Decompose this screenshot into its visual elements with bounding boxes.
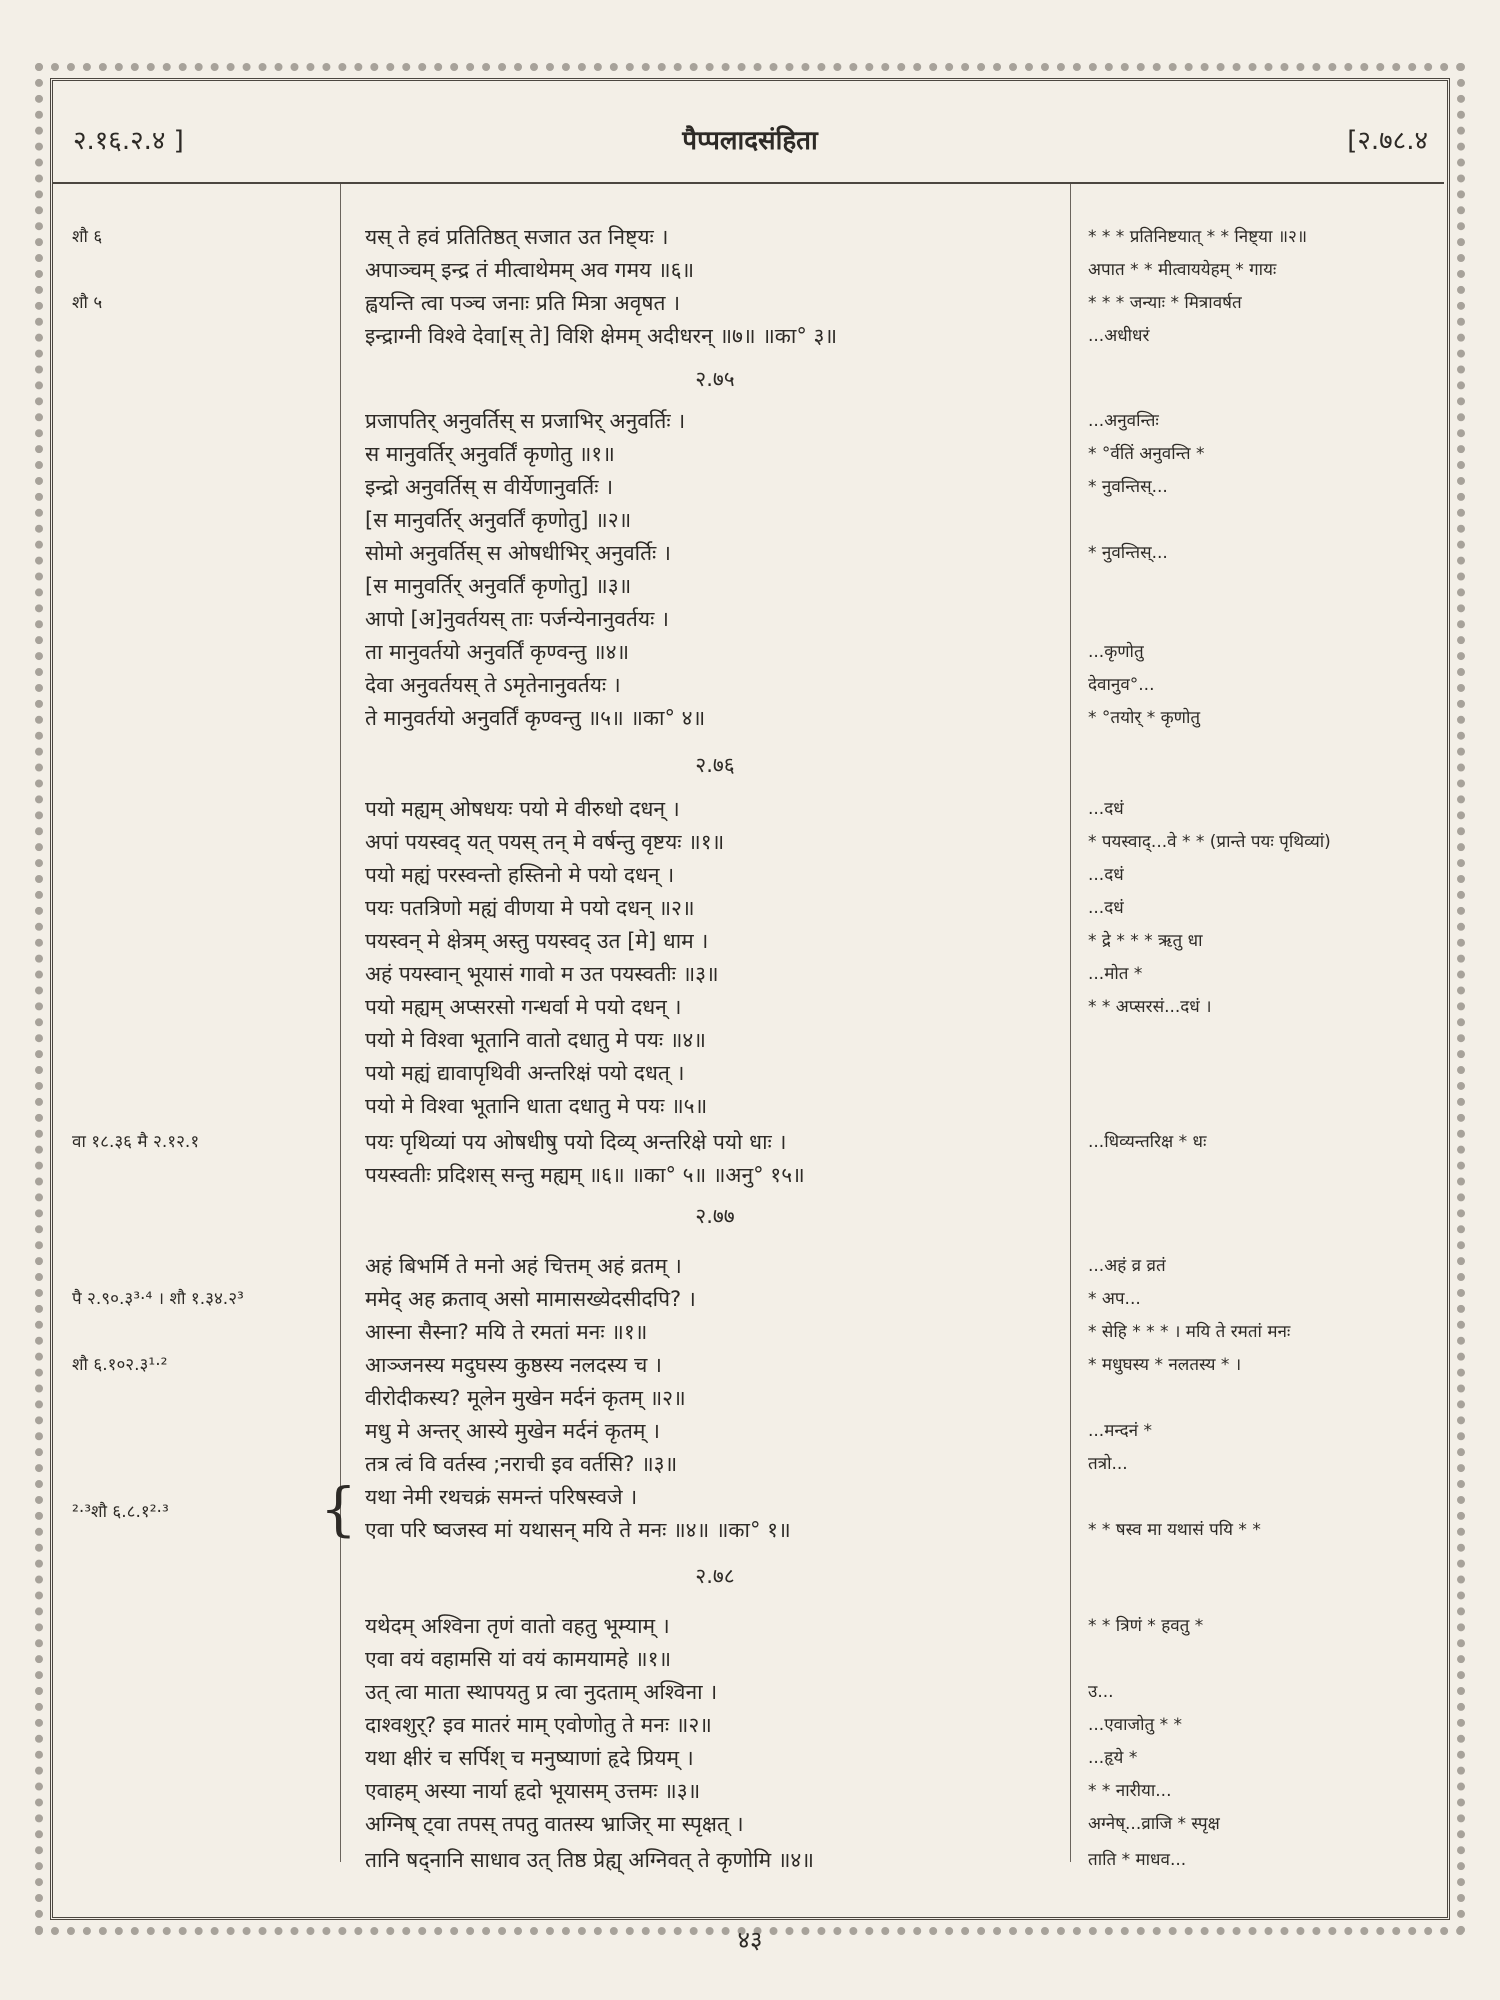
parallel-reference	[72, 990, 332, 1024]
parallel-reference	[72, 1513, 332, 1547]
variant-reading	[1088, 1056, 1438, 1090]
verse-line: एवाहम् अस्या नार्या हृदो भूयासम् उत्तमः ॥३॥	[365, 1779, 701, 1803]
column-divider-right	[1070, 184, 1071, 1862]
parallel-reference: पै २.९०.३³·⁴ । शौ १.३४.२³	[72, 1289, 244, 1309]
variant-reading: तत्रो...	[1088, 1454, 1128, 1474]
variant-reading: ...मोत *	[1088, 964, 1143, 984]
parallel-reference	[72, 253, 332, 287]
parallel-reference	[72, 1249, 332, 1283]
variant-reading: * * * जन्याः * मित्रावर्षत	[1088, 293, 1242, 313]
variant-reading: ...हृये *	[1088, 1748, 1138, 1768]
parallel-reference	[72, 1447, 332, 1481]
variant-reading: * * षस्व मा यथासं पयि * *	[1088, 1520, 1261, 1540]
variant-reading	[1088, 1023, 1438, 1057]
variant-reading: ...कृणोतु	[1088, 642, 1144, 662]
verse-line: तानि षद्नानि साधाव उत् तिष्ठ प्रेह्य् अग्निवत् ते कृणोमि ॥४॥	[365, 1848, 814, 1872]
parallel-reference	[72, 668, 332, 702]
parallel-reference	[72, 1807, 332, 1841]
variant-reading: उ...	[1088, 1682, 1114, 1702]
variant-reading	[1088, 1158, 1438, 1192]
variant-reading: ...धिव्यन्तरिक्ष * धः	[1088, 1132, 1207, 1152]
hymn-number: २.७६	[695, 753, 735, 777]
variant-reading: * सेहि * * * । मयि ते रमतां मनः	[1088, 1322, 1291, 1342]
variant-reading: * * त्रिणं * हवतु *	[1088, 1616, 1204, 1636]
variant-reading: ताति * माधव...	[1088, 1850, 1187, 1870]
variant-reading: अपात * * मीत्वाययेहम् * गायः	[1088, 260, 1277, 280]
variant-reading	[1088, 1089, 1438, 1123]
variant-reading: ...अनुवन्तिः	[1088, 411, 1159, 431]
parallel-reference	[72, 635, 332, 669]
verse-line: पयः पृथिव्यां पय ओषधीषु पयो दिव्य् अन्तरिक्षे पयो धाः ।	[365, 1130, 787, 1154]
variant-reading: ...अधीधरं	[1088, 326, 1150, 346]
variant-reading: * पयस्वाद्...वे * * (प्रान्ते पयः पृथिव्यां)	[1088, 832, 1331, 852]
verse-line: पयो मे विश्वा भूतानि धाता दधातु मे पयः ॥५॥	[365, 1094, 708, 1118]
page-number: ४३	[737, 1926, 763, 1954]
verse-line: अपां पयस्वद् यत् पयस् तन् मे वर्षन्तु वृष्टयः ॥१॥	[365, 830, 725, 854]
verse-line: ते मानुवर्तयो अनुवर्तिं कृण्वन्तु ॥५॥ ॥का° ४॥	[365, 706, 706, 730]
parallel-reference	[72, 1089, 332, 1123]
parallel-reference	[72, 1414, 332, 1448]
parallel-reference: ²·³शौ ६.८.१²·³	[72, 1502, 169, 1522]
variant-reading: * नुवन्तिस्...	[1088, 477, 1168, 497]
verse-line: पयो मह्यम् अप्सरसो गन्धर्वा मे पयो दधन् ।	[365, 995, 682, 1019]
variant-reading	[1088, 1480, 1438, 1514]
grouping-brace: {	[320, 1475, 357, 1543]
verse-line: अहं पयस्वान् भूयासं गावो म उत पयस्वतीः ॥३॥	[365, 962, 719, 986]
verse-line: पयस्वन् मे क्षेत्रम् अस्तु पयस्वद् उत [मे] धाम ।	[365, 929, 709, 953]
parallel-reference: शौ ६.१०२.३¹·²	[72, 1355, 168, 1375]
verse-line: यस् ते हवं प्रतितिष्ठत् सजात उत निष्ट्यः ।	[365, 225, 669, 249]
verse-line: यथा क्षीरं च सर्पिश् च मनुष्याणां हृदे प्रियम् ।	[365, 1746, 694, 1770]
variant-reading	[1088, 1642, 1438, 1676]
verse-line: पयो मह्यं परस्वन्तो हस्तिनो मे पयो दधन् ।	[365, 863, 675, 887]
verse-line: पयो मह्यं द्यावापृथिवी अन्तरिक्षं पयो दधत् ।	[365, 1061, 685, 1085]
verse-line: पयस्वतीः प्रदिशस् सन्तु मह्यम् ॥६॥ ॥का° ५॥ ॥अनु° १५॥	[365, 1163, 805, 1187]
verse-line: इन्द्राग्नी विश्वे देवा[स् ते] विशि क्षेमम् अदीधरन् ॥७॥ ॥का° ३॥	[365, 324, 838, 348]
verse-line: यथा नेमी रथचक्रं समन्तं परिषस्वजे ।	[365, 1485, 638, 1509]
verse-line: तत्र त्वं वि वर्तस्व ;नराची इव वर्तसि? ॥३॥	[365, 1452, 678, 1476]
parallel-reference: वा १८.३६ मै २.१२.१	[72, 1132, 200, 1152]
hymn-number: २.७५	[695, 367, 735, 391]
verse-line: अहं बिभर्मि ते मनो अहं चित्तम् अहं व्रतम् ।	[365, 1254, 682, 1278]
variant-reading: * नुवन्तिस्...	[1088, 543, 1168, 563]
parallel-reference	[72, 1708, 332, 1742]
parallel-reference	[72, 602, 332, 636]
variant-reading: * °तयोर् * कृणोतु	[1088, 708, 1201, 728]
variant-reading	[1088, 503, 1438, 537]
parallel-reference	[72, 404, 332, 438]
parallel-reference	[72, 503, 332, 537]
verse-line: अग्निष् ट्वा तपस् तपतु वातस्य भ्राजिर् मा स्पृक्षत् ।	[365, 1812, 744, 1836]
parallel-reference	[72, 1675, 332, 1709]
verse-line: यथेदम् अश्विना तृणं वातो वहतु भूम्याम् ।	[365, 1614, 670, 1638]
variant-reading: * अप...	[1088, 1289, 1141, 1309]
verse-line: आञ्जनस्य मदुघस्य कुष्ठस्य नलदस्य च ।	[365, 1353, 662, 1377]
header-right-reference: [२.७८.४	[1347, 126, 1428, 156]
parallel-reference	[72, 319, 332, 353]
verse-line: एवा वयं वहामसि यां वयं कामयामहे ॥१॥	[365, 1647, 672, 1671]
parallel-reference	[72, 1843, 332, 1877]
parallel-reference	[72, 1774, 332, 1808]
variant-reading: ...एवाजोतु * *	[1088, 1715, 1182, 1735]
verse-line: सोमो अनुवर्तिस् स ओषधीभिर् अनुवर्तिः ।	[365, 541, 671, 565]
page-title: पैप्पलादसंहिता	[682, 126, 818, 156]
parallel-reference	[72, 924, 332, 958]
parallel-reference	[72, 701, 332, 735]
parallel-reference	[72, 891, 332, 925]
header-left-reference: २.१६.२.४ ]	[73, 126, 184, 156]
verse-line: प्रजापतिर् अनुवर्तिस् स प्रजाभिर् अनुवर्तिः ।	[365, 409, 686, 433]
parallel-reference	[72, 1642, 332, 1676]
variant-reading: * * नारीया...	[1088, 1781, 1172, 1801]
verse-line: मधु मे अन्तर् आस्ये मुखेन मर्दनं कृतम् ।	[365, 1419, 661, 1443]
parallel-reference	[72, 1056, 332, 1090]
variant-reading: * मधुघस्य * नलतस्य * ।	[1088, 1355, 1242, 1375]
variant-reading: ...दधं	[1088, 865, 1124, 885]
verse-line: ता मानुवर्तयो अनुवर्तिं कृण्वन्तु ॥४॥	[365, 640, 630, 664]
verse-line: पयो मह्यम् ओषधयः पयो मे वीरुधो दधन् ।	[365, 797, 680, 821]
parallel-reference	[72, 825, 332, 859]
variant-reading: ...मन्दनं *	[1088, 1421, 1152, 1441]
hymn-number: २.७८	[695, 1564, 735, 1588]
verse-line: पयः पतत्रिणो मह्यं वीणया मे पयो दधन् ॥२॥	[365, 896, 695, 920]
variant-reading: ...अहं व्र व्रतं	[1088, 1256, 1166, 1276]
variant-reading: * * * प्रतिनिष्टयात् * * निष्ट्या ॥२॥	[1088, 227, 1308, 247]
variant-reading: * द्रे * * * ऋतु धा	[1088, 931, 1203, 951]
variant-reading	[1088, 1381, 1438, 1415]
parallel-reference	[72, 470, 332, 504]
variant-reading: देवानुव°...	[1088, 675, 1155, 695]
verse-line: पयो मे विश्वा भूतानि वातो दधातु मे पयः ॥४॥	[365, 1028, 706, 1052]
verse-line: स मानुवर्तिर् अनुवर्तिं कृणोतु ॥१॥	[365, 442, 615, 466]
parallel-reference	[72, 1609, 332, 1643]
verse-line: देवा अनुवर्तयस् ते ऽमृतेनानुवर्तयः ।	[365, 673, 621, 697]
parallel-reference	[72, 1158, 332, 1192]
parallel-reference	[72, 536, 332, 570]
parallel-reference	[72, 1315, 332, 1349]
verse-line: [स मानुवर्तिर् अनुवर्तिं कृणोतु] ॥३॥	[365, 574, 632, 598]
verse-line: वीरोदीकस्य? मूलेन मुखेन मर्दनं कृतम् ॥२॥	[365, 1386, 686, 1410]
hymn-number: २.७७	[695, 1204, 735, 1228]
verse-line: [स मानुवर्तिर् अनुवर्तिं कृणोतु] ॥२॥	[365, 508, 632, 532]
variant-reading: * * अप्सरसं...दधं ।	[1088, 997, 1212, 1017]
variant-reading	[1088, 569, 1438, 603]
verse-line: दाश्वशुर्? इव मातरं माम् एवोणोतु ते मनः ॥२॥	[365, 1713, 712, 1737]
verse-line: उत् त्वा माता स्थापयतु प्र त्वा नुदताम् अश्विना ।	[365, 1680, 718, 1704]
parallel-reference	[72, 437, 332, 471]
column-divider-left	[340, 184, 341, 1862]
parallel-reference	[72, 1381, 332, 1415]
parallel-reference	[72, 1023, 332, 1057]
variant-reading: अग्नेष्...व्राजि * स्पृक्ष	[1088, 1814, 1220, 1834]
verse-line: आस्ना सैस्ना? मयि ते रमतां मनः ॥१॥	[365, 1320, 648, 1344]
verse-line: आपो [अ]नुवर्तयस् ताः पर्जन्येनानुवर्तयः ।	[365, 607, 669, 631]
verse-line: ह्वयन्ति त्वा पञ्च जनाः प्रति मित्रा अवृषत ।	[365, 291, 681, 315]
verse-line: अपाञ्चम् इन्द्र तं मीत्वाथेमम् अव गमय ॥६॥	[365, 258, 695, 282]
variant-reading	[1088, 602, 1438, 636]
variant-reading: * °र्वतिं अनुवन्ति *	[1088, 444, 1205, 464]
verse-line: ममेद् अह क्रताव् असो मामासख्येदसीदपि? ।	[365, 1287, 696, 1311]
parallel-reference: शौ ६	[72, 227, 103, 247]
verse-line: एवा परि ष्वजस्व मां यथासन् मयि ते मनः ॥४॥ ॥का° १॥	[365, 1518, 791, 1542]
header-rule	[53, 182, 1444, 184]
verse-line: इन्द्रो अनुवर्तिस् स वीर्येणानुवर्तिः ।	[365, 475, 614, 499]
parallel-reference	[72, 957, 332, 991]
parallel-reference	[72, 1741, 332, 1775]
parallel-reference	[72, 792, 332, 826]
parallel-reference	[72, 858, 332, 892]
variant-reading: ...दधं	[1088, 898, 1124, 918]
parallel-reference	[72, 569, 332, 603]
variant-reading: ...दधं	[1088, 799, 1124, 819]
parallel-reference: शौ ५	[72, 293, 103, 313]
